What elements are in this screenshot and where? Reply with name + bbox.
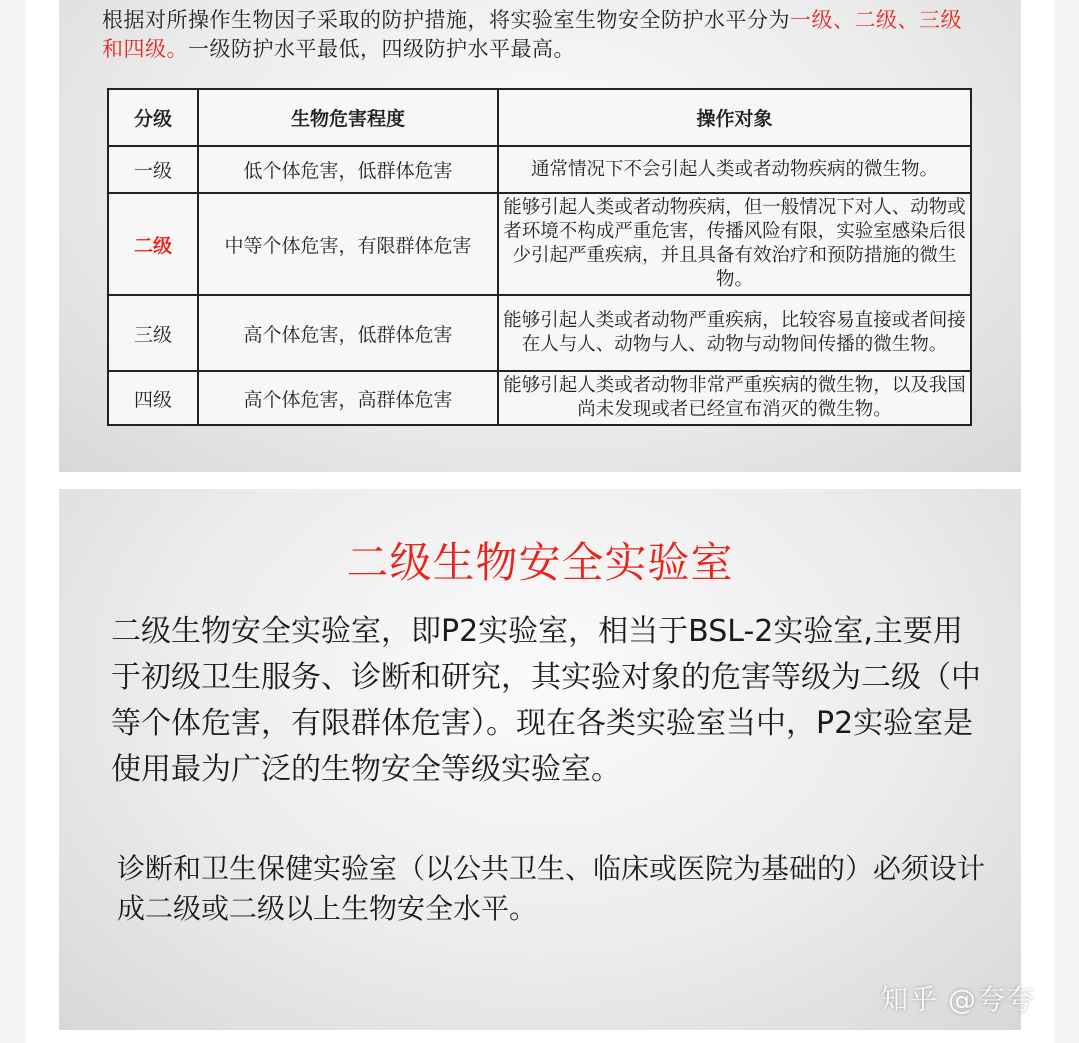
cell-level: 三级 — [108, 295, 198, 371]
biosafety-levels-table — [107, 88, 972, 426]
table-row — [108, 146, 971, 193]
table-row — [108, 295, 971, 371]
intro-text: 根据对所操作生物因子采取的防护措施，将实验室生物安全防护水平分为 — [102, 8, 790, 32]
cell-level: 四级 — [108, 371, 198, 425]
intro-paragraph — [102, 6, 982, 64]
header-hazard: 生物危害程度 — [198, 89, 498, 146]
cell-object: 通常情况下不会引起人类或者动物疾病的微生物。 — [498, 146, 971, 193]
cell-hazard: 高个体危害，高群体危害 — [198, 371, 498, 425]
cell-hazard: 高个体危害，低群体危害 — [198, 295, 498, 371]
intro-levels-highlight: 一级、二级、三级和四级。 — [102, 8, 962, 61]
table-row — [108, 371, 971, 425]
slide-protection-levels — [59, 0, 1021, 472]
cell-hazard: 低个体危害，低群体危害 — [198, 146, 498, 193]
header-level: 分级 — [108, 89, 198, 146]
intro-text-end: 一级防护水平最低，四级防护水平最高。 — [188, 37, 575, 61]
cell-object: 能够引起人类或者动物严重疾病，比较容易直接或者间接在人与人、动物与人、动物与动物间传播的微生物。 — [498, 295, 971, 371]
header-object: 操作对象 — [498, 89, 971, 146]
slide-bsl2 — [59, 489, 1021, 1030]
cell-object: 能够引起人类或者动物疾病，但一般情况下对人、动物或者环境不构成严重危害，传播风险有限，实验室感染后很少引起严重疾病，并且具备有效治疗和预防措施的微生物。 — [498, 193, 971, 295]
cell-hazard: 中等个体危害，有限群体危害 — [198, 193, 498, 295]
table-header-row — [108, 89, 971, 146]
watermark: 知乎 @夸夸 — [880, 983, 1035, 1016]
cell-object: 能够引起人类或者动物非常严重疾病的微生物，以及我国尚未发现或者已经宣布消灭的微生物。 — [498, 371, 971, 425]
cell-level: 一级 — [108, 146, 198, 193]
bsl2-description: 二级生物安全实验室，即P2实验室，相当于BSL-2实验室,主要用于初级卫生服务、诊断和研究，其实验对象的危害等级为二级（中等个体危害，有限群体危害）。现在各类实验室当中，P2实验室是使用最为广泛的生物安全等级实验室。 — [111, 614, 981, 787]
cell-level-highlight: 二级 — [108, 193, 198, 295]
section-title: 二级生物安全实验室 — [346, 538, 734, 587]
bsl2-requirement: 诊断和卫生保健实验室（以公共卫生、临床或医院为基础的）必须设计成二级或二级以上生物安全水平。 — [117, 852, 986, 925]
table-row — [108, 193, 971, 295]
